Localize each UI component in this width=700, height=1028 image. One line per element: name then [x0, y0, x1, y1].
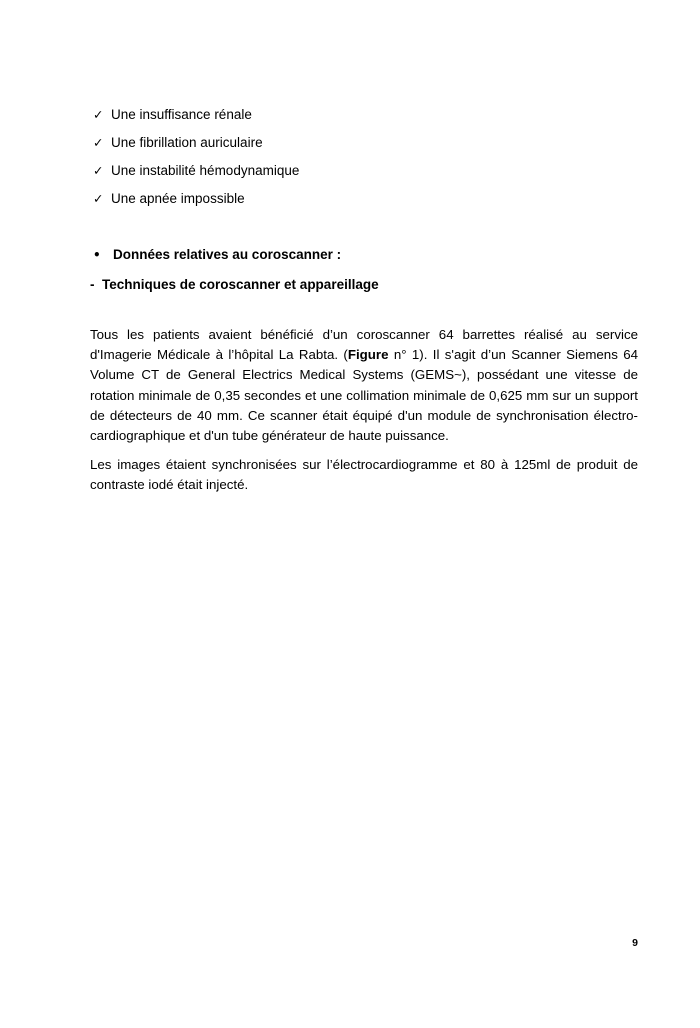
paragraph-first	[90, 325, 638, 446]
list-item-label: Une apnée impossible	[111, 191, 245, 206]
heading-bullet-row	[90, 240, 638, 270]
list-item-label: Une fibrillation auriculaire	[111, 135, 263, 150]
list-item-label: Une insuffisance rénale	[111, 107, 252, 122]
section-headings	[90, 240, 638, 300]
body-text	[90, 325, 638, 496]
list-item	[90, 101, 638, 129]
figure-reference-label: Figure	[347, 347, 389, 363]
heading-dash-row	[90, 270, 638, 300]
bullet-icon: •	[93, 248, 101, 262]
checkmark-icon: ✓	[93, 135, 104, 150]
list-item	[90, 157, 638, 185]
list-item-label: Une instabilité hémodynamique	[111, 163, 300, 178]
checkmark-list	[90, 101, 638, 213]
paragraph-second: Les images étaient synchronisées sur l’électrocardiogramme et 80 à 125ml de produit de contraste iodé était injecté.	[90, 457, 638, 493]
checkmark-icon: ✓	[93, 191, 104, 206]
checkmark-icon: ✓	[93, 163, 104, 178]
page-number: 9	[632, 937, 638, 949]
dash-icon: -	[90, 277, 95, 292]
checkmark-icon: ✓	[93, 107, 104, 122]
list-item	[90, 129, 638, 157]
section-heading-primary: Données relatives au coroscanner :	[113, 247, 342, 262]
list-item	[90, 185, 638, 213]
section-heading-secondary: Techniques de coroscanner et appareillage	[102, 277, 379, 292]
paragraph-first-part-2: n° 1). Il s'agit d’un Scanner Siemens 64 Volume CT de General Electrics Medical Systems (GEMS~), possédant une vitesse de rotation minimale de 0,35 secondes et une collimation minimale de 0,625 mm sur un support de détecteurs de 40 mm. Ce scanner était équipé d'un module de synchronisation électro-cardiographique et d'un tube générateur de haute puissance.	[90, 347, 638, 444]
paragraph-first-part-1: Tous les patients avaient bénéficié d’un coroscanner 64 barrettes réalisé au service d'Imagerie Médicale à l’hôpital La Rabta. (	[90, 327, 638, 363]
